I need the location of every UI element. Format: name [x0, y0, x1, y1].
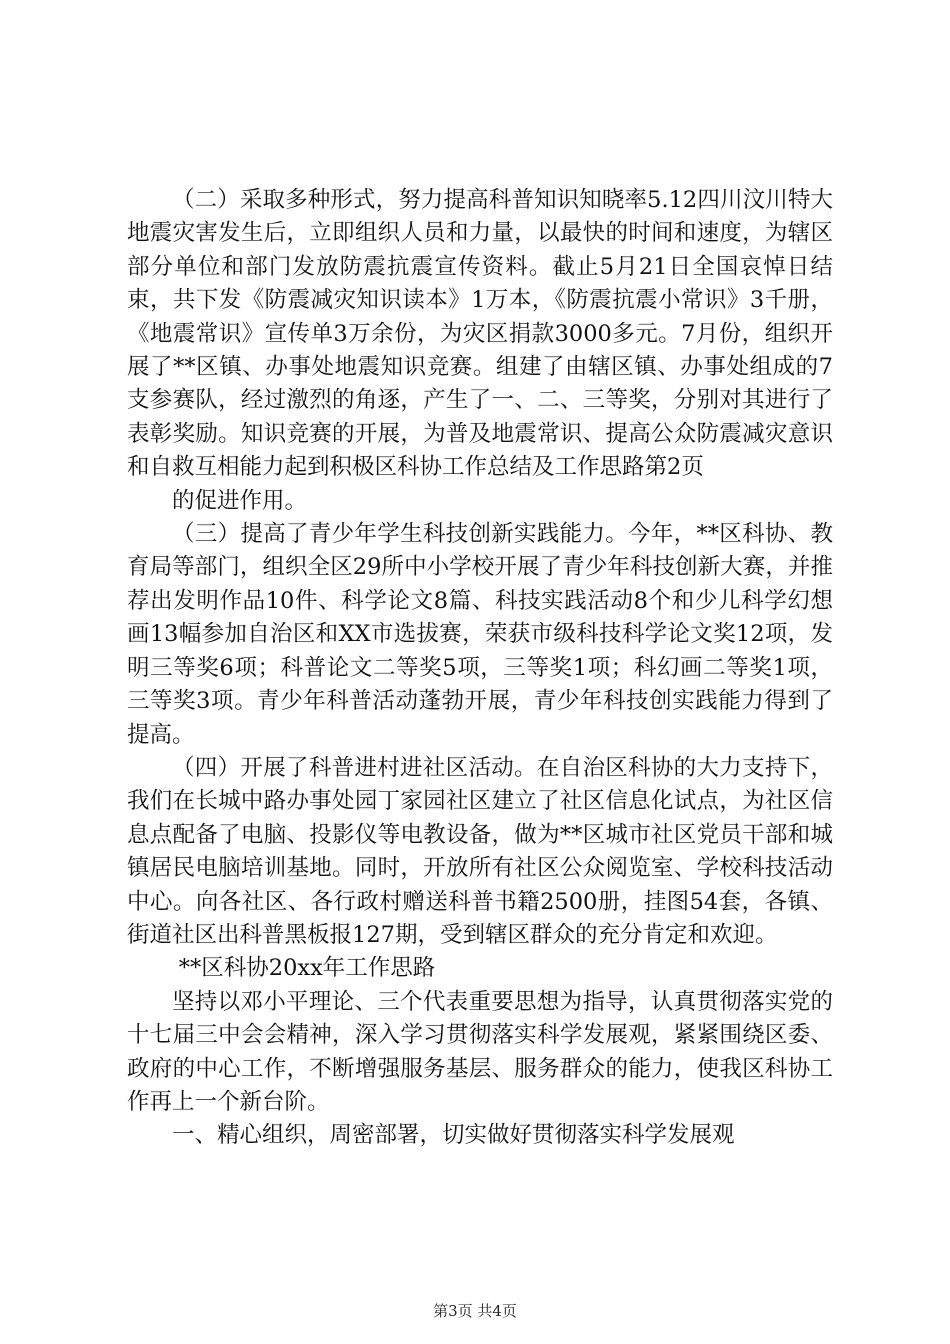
page-footer: 第3页 共4页: [433, 1302, 517, 1320]
paragraph-measure-two: （二）采取多种形式，努力提高科普知识知晓率5.12四川汶川特大地震灾害发生后，立即组织人员和力量，以最快的时间和速度，为辖区部分单位和部门发放防震抗震宣传资料。截止5月21日全国哀悼日结束，共下发《防震减灾知识读本》1万本，《防震抗震小常识》3千册，《地震常识》宣传单3万余份，为灾区捐款3000多元。7月份，组织开展了**区镇、办事处地震知识竞赛。组建了由辖区镇、办事处组成的7支参赛队，经过激烈的角逐，产生了一、二、三等奖，分别对其进行了表彰奖励。知识竞赛的开展，为普及地震常识、提高公众防震减灾意识和自救互相能力起到积极区科协工作总结及工作思路第2页: [127, 187, 833, 481]
paragraph-measure-three: （三）提高了青少年学生科技创新实践能力。今年，**区科协、教育局等部门，组织全区29所中小学校开展了青少年科技创新大赛，并推荐出发明作品10件、科学论文8篇、科技实践活动8个和少儿科学幻想画13幅参加自治区和XX市选拔赛，荣获市级科技科学论文奖12项，发明三等奖6项；科普论文二等奖5项，三等奖1项；科幻画二等奖1项，三等奖3项。青少年科普活动蓬勃开展，青少年科技创实践能力得到了提高。: [127, 521, 833, 748]
section-heading: **区科协20xx年工作思路: [178, 955, 436, 982]
paragraph-continuation: 的促进作用。: [172, 487, 308, 514]
paragraph-measure-four: （四）开展了科普进村进社区活动。在自治区科协的大力支持下，我们在长城中路办事处园丁家园社区建立了社区信息化试点，为社区信息点配备了电脑、投影仪等电教设备，做为**区城市社区党员干部和城镇居民电脑培训基地。同时，开放所有社区公众阅览室、学校科技活动中心。向各社区、各行政村赠送科普书籍2500册，挂图54套，各镇、街道社区出科普黑板报127期，受到辖区群众的充分肯定和欢迎。: [127, 754, 833, 948]
document-body: [127, 184, 833, 1153]
paragraph-guiding-thought: 坚持以邓小平理论、三个代表重要思想为指导，认真贯彻落实党的十七届三中会会精神，深入学习贯彻落实科学发展观，紧紧围绕区委、政府的中心工作，不断增强服务基层、服务群众的能力，使我区科协工作再上一个新台阶。: [127, 988, 833, 1115]
paragraph-point-one: 一、精心组织，周密部署，切实做好贯彻落实科学发展观: [172, 1122, 735, 1149]
